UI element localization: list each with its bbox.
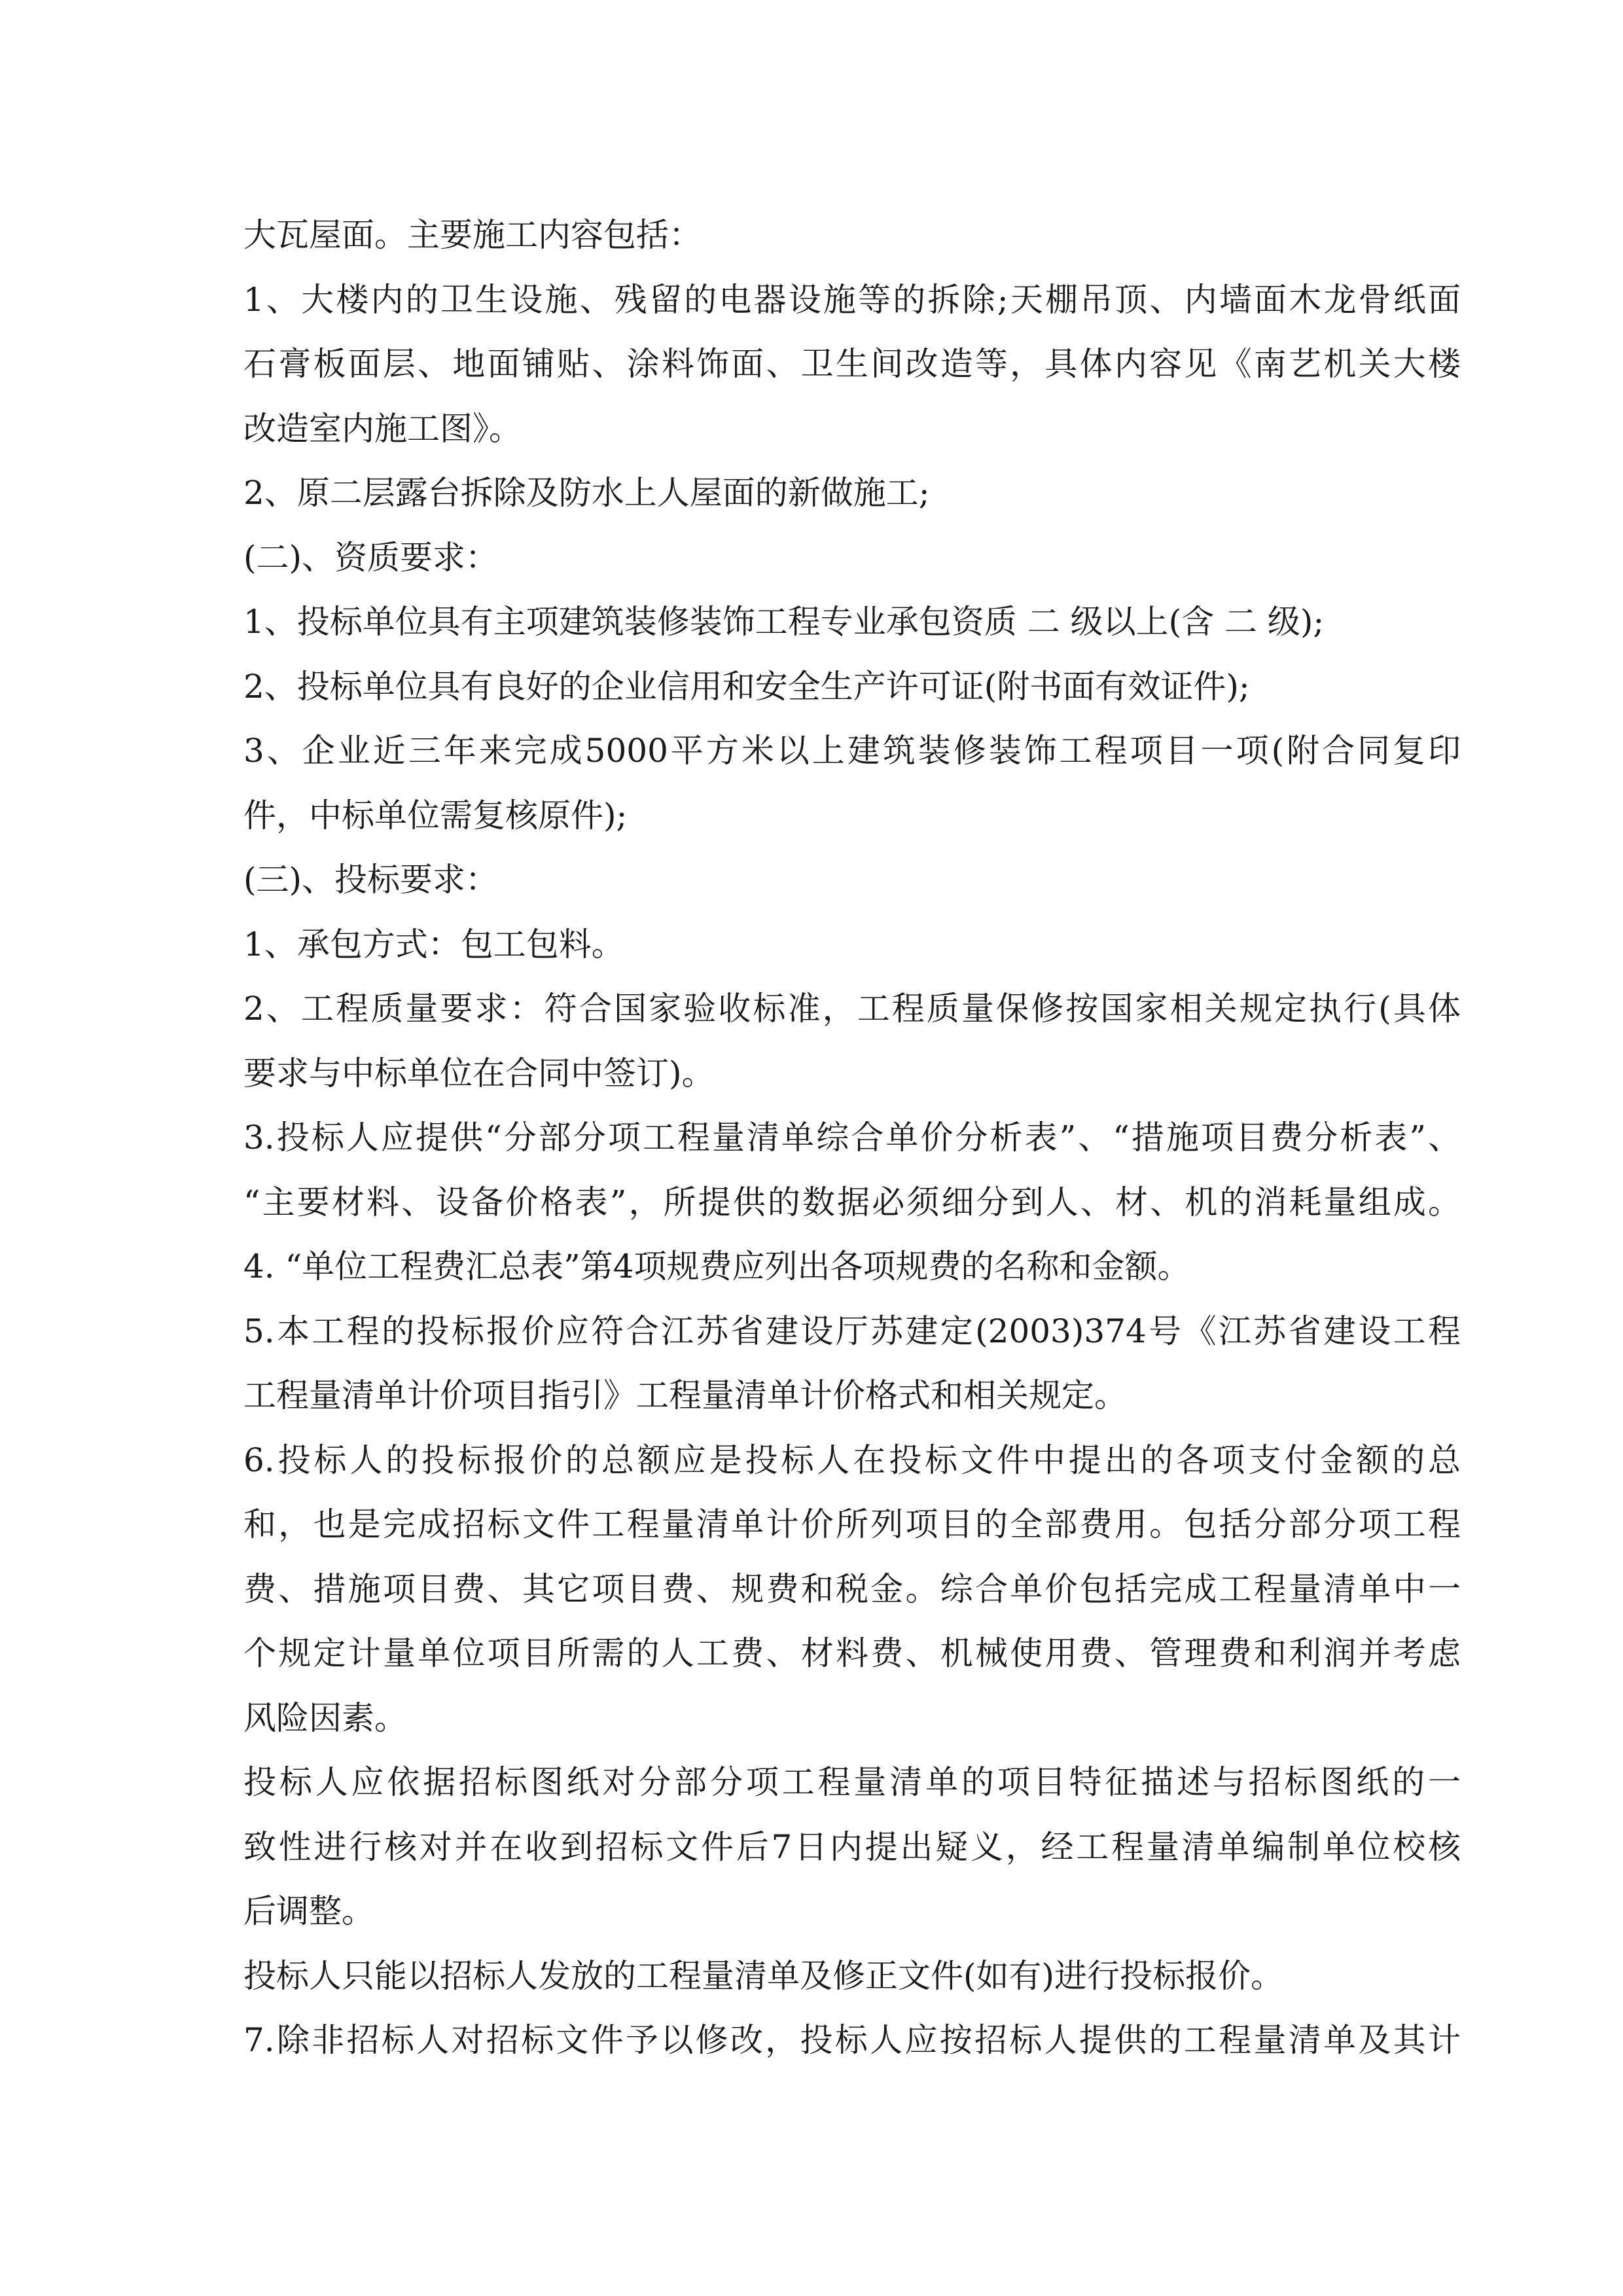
text-line: “主要材料、设备价格表”，所提供的数据必须细分到人、材、机的消耗量组成。 [243, 1183, 1461, 1221]
text-line: 3.投标人应提供“分部分项工程量清单综合单价分析表”、“措施项目费分析表”、 [243, 1119, 1461, 1157]
text-line: 7.除非招标人对招标文件予以修改，投标人应按招标人提供的工程量清单及其计 [243, 2021, 1461, 2059]
text-line: 件，中标单位需复核原件); [243, 796, 628, 834]
section-heading: (三)、投标要求： [243, 861, 499, 899]
section-heading: (二)、资质要求： [243, 538, 499, 577]
text-line: 4. “单位工程费汇总表”第4项规费应列出各项规费的名称和金额。 [243, 1247, 1190, 1285]
document-body [243, 203, 1461, 2073]
text-line: 费、措施项目费、其它项目费、规费和税金。综合单价包括完成工程量清单中一 [243, 1570, 1461, 1608]
text-line: 致性进行核对并在收到招标文件后7日内提出疑义，经工程量清单编制单位校核 [243, 1827, 1461, 1866]
text-line: 2、原二层露台拆除及防水上人屋面的新做施工; [243, 474, 930, 512]
text-line: 和，也是完成招标文件工程量清单计价所列项目的全部费用。包括分部分项工程 [243, 1505, 1461, 1543]
text-line: 5.本工程的投标报价应符合江苏省建设厅苏建定(2003)374号《江苏省建设工程 [243, 1312, 1461, 1350]
text-line: 大瓦屋面。主要施工内容包括： [243, 216, 702, 254]
text-line: 工程量清单计价项目指引》工程量清单计价格式和相关规定。 [243, 1376, 1127, 1414]
text-line: 2、工程质量要求：符合国家验收标准，工程质量保修按国家相关规定执行(具体 [243, 990, 1461, 1028]
text-line: 1、投标单位具有主项建筑装修装饰工程专业承包资质 二 级以上(含 二 级); [243, 603, 1325, 641]
text-line: 1、大楼内的卫生设施、残留的电器设施等的拆除;天棚吊顶、内墙面木龙骨纸面 [243, 280, 1461, 319]
text-line: 石膏板面层、地面铺贴、涂料饰面、卫生间改造等，具体内容见《南艺机关大楼 [243, 345, 1461, 383]
text-line: 2、投标单位具有良好的企业信用和安全生产许可证(附书面有效证件); [243, 667, 1250, 706]
text-line: 投标人只能以招标人发放的工程量清单及修正文件(如有)进行投标报价。 [243, 1956, 1284, 1995]
text-line: 个规定计量单位项目所需的人工费、材料费、机械使用费、管理费和利润并考虑 [243, 1634, 1461, 1672]
text-line: 改造室内施工图》。 [243, 409, 522, 448]
text-line: 投标人应依据招标图纸对分部分项工程量清单的项目特征描述与招标图纸的一 [243, 1763, 1461, 1801]
text-line: 6.投标人的投标报价的总额应是投标人在投标文件中提出的各项支付金额的总 [243, 1441, 1461, 1479]
text-line: 1、承包方式：包工包料。 [243, 925, 624, 963]
text-line: 后调整。 [243, 1892, 374, 1930]
text-line: 要求与中标单位在合同中签订)。 [243, 1054, 715, 1092]
text-line: 3、企业近三年来完成5000平方米以上建筑装修装饰工程项目一项(附合同复印 [243, 732, 1461, 770]
text-line: 风险因素。 [243, 1698, 407, 1737]
